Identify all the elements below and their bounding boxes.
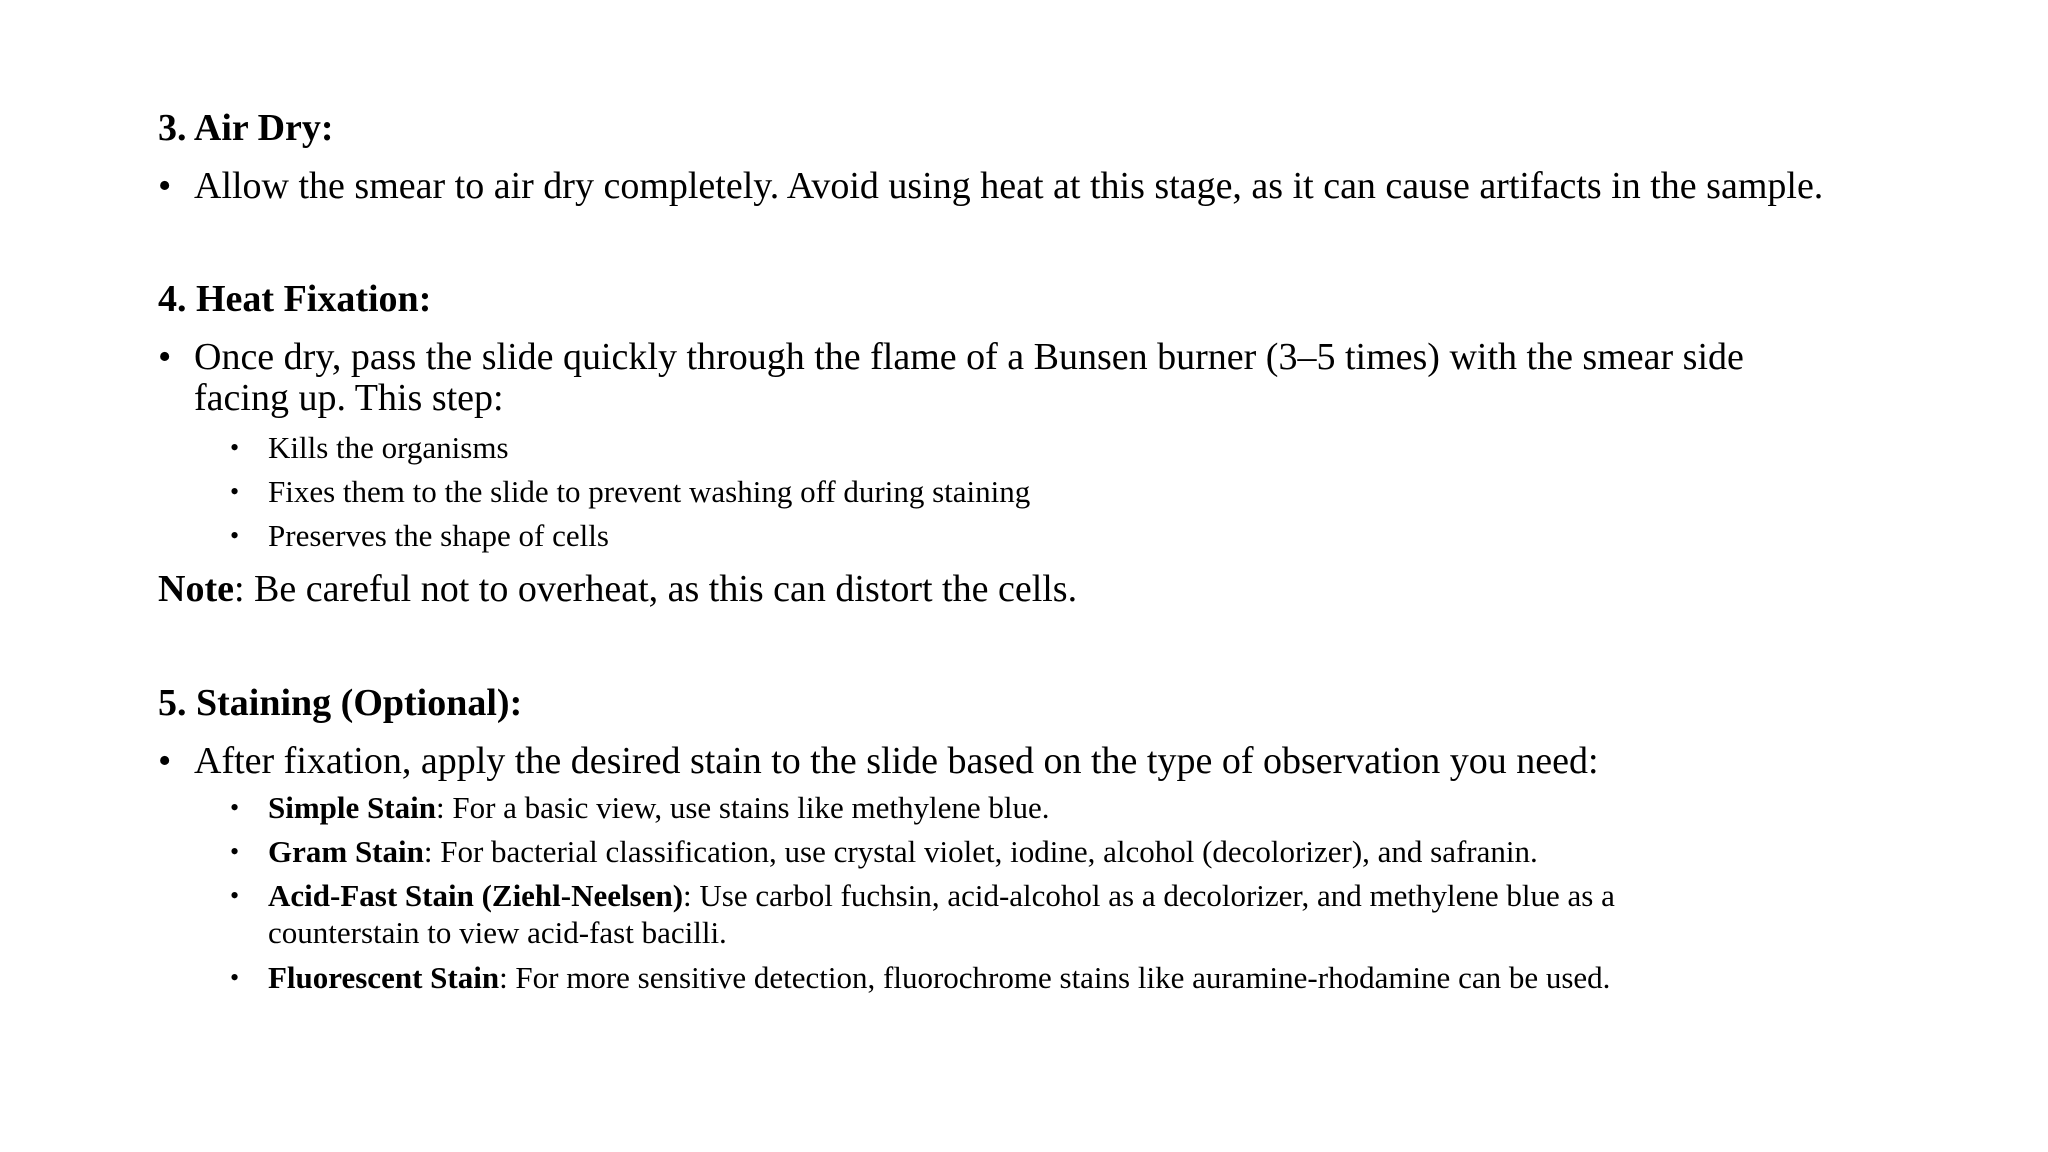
stain-description: : For a basic view, use stains like methylene blue. (435, 790, 1050, 825)
stain-name: Simple Stain (268, 790, 436, 825)
section-3-heading: 3. Air Dry: (158, 107, 334, 149)
stain-item-text (268, 878, 1615, 914)
section-4-bullet-text-line1: Once dry, pass the slide quickly through the flame of a Bunsen burner (3–5 times) with the smear side (194, 336, 1744, 378)
sub-list-item-text: Fixes them to the slide to prevent washing off during staining (268, 474, 1031, 509)
section-5-bullet-text: After fixation, apply the desired stain to the slide based on the type of observation you need: (194, 740, 1599, 782)
bullet-icon: • (230, 521, 240, 550)
stain-item-text (268, 960, 1610, 996)
note-label: Note (158, 568, 234, 610)
bullet-icon: • (230, 881, 240, 910)
stain-description: : Use carbol fuchsin, acid-alcohol as a decolorizer, and methylene blue as a (683, 878, 1615, 913)
bullet-icon: • (230, 963, 240, 992)
stain-name: Gram Stain (268, 834, 424, 869)
note-text: : Be careful not to overheat, as this can distort the cells. (233, 568, 1078, 610)
bullet-icon: • (230, 793, 240, 822)
section-4-bullet-text-line2: facing up. This step: (194, 377, 504, 419)
sub-list-item-text: Preserves the shape of cells (268, 518, 609, 553)
bullet-icon: • (158, 336, 172, 378)
sub-list-item-text: Kills the organisms (268, 430, 509, 465)
stain-description: : For bacterial classification, use crystal violet, iodine, alcohol (decolorizer), and safranin. (423, 834, 1538, 869)
section-5-heading: 5. Staining (Optional): (158, 682, 523, 724)
bullet-icon: • (230, 477, 240, 506)
section-4-heading: 4. Heat Fixation: (158, 278, 432, 320)
stain-item-text-line2: counterstain to view acid-fast bacilli. (268, 915, 727, 950)
bullet-icon: • (230, 837, 240, 866)
bullet-icon: • (158, 740, 172, 782)
bullet-icon: • (230, 433, 240, 462)
note (158, 567, 1077, 611)
bullet-icon: • (158, 165, 172, 207)
stain-description: : For more sensitive detection, fluorochrome stains like auramine-rhodamine can be used. (499, 960, 1611, 995)
stain-name: Acid-Fast Stain (Ziehl-Neelsen) (268, 878, 684, 913)
stain-item-text (268, 834, 1538, 870)
stain-name: Fluorescent Stain (268, 960, 500, 995)
section-3-bullet-text: Allow the smear to air dry completely. Avoid using heat at this stage, as it can cause artifacts in the sample. (194, 165, 1824, 207)
stain-item-text (268, 790, 1050, 826)
